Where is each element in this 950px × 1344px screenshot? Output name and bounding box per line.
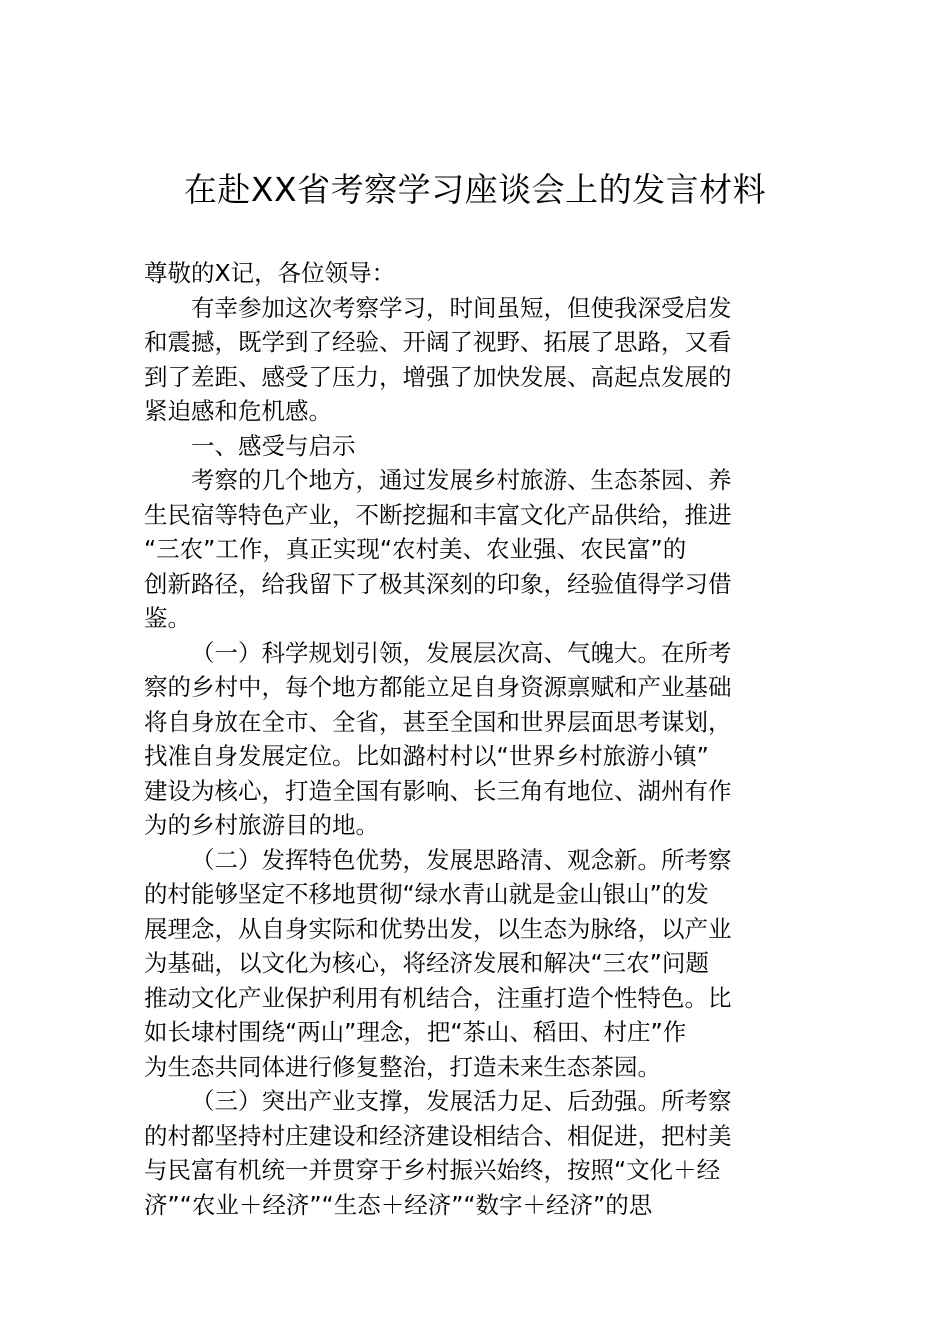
paragraph-line: 推动文化产业保护利用有机结合，注重打造个性特色。比 <box>144 983 732 1012</box>
subsection-line: （二）发挥特色优势，发展思路清、观念新。所考察 <box>191 845 732 874</box>
subsection-line: （一）科学规划引领，发展层次高、气魄大。在所考 <box>191 638 732 667</box>
paragraph-line: 为的乡村旅游目的地。 <box>144 811 379 839</box>
paragraph-line: 为基础，以文化为核心，将经济发展和解决“三农”问题 <box>144 949 709 977</box>
paragraph-line: 鉴。 <box>144 604 191 632</box>
paragraph-line: “三农”工作，真正实现“农村美、农业强、农民富”的 <box>144 535 687 563</box>
paragraph-line: 与民富有机统一并贯穿于乡村振兴始终，按照“文化＋经 <box>144 1156 721 1184</box>
paragraph-line: 为生态共同体进行修复整治，打造未来生态茶园。 <box>144 1052 661 1081</box>
subsection-line: （三）突出产业支撑，发展活力足、后劲强。所考察 <box>191 1087 732 1115</box>
salutation-line: 尊敬的X记，各位领导： <box>144 259 396 287</box>
paragraph-line: 紧迫感和危机感。 <box>144 397 332 425</box>
paragraph-line: 如长埭村围绕“两山”理念，把“茶山、稻田、村庄”作 <box>144 1018 687 1046</box>
paragraph-line: 到了差距、感受了压力，增强了加快发展、高起点发展的 <box>144 362 732 391</box>
paragraph-line: 建设为核心，打造全国有影响、长三角有地位、湖州有作 <box>144 776 732 805</box>
paragraph-line: 有幸参加这次考察学习，时间虽短，但使我深受启发 <box>191 293 732 322</box>
paragraph-line: 济”“农业＋经济”“生态＋经济”“数字＋经济”的思 <box>144 1190 653 1219</box>
document-body <box>144 256 808 1222</box>
paragraph-line: 的村都坚持村庄建设和经济建设相结合、相促进，把村美 <box>144 1121 732 1150</box>
paragraph-line: 找准自身发展定位。比如潞村村以“世界乡村旅游小镇” <box>144 742 709 770</box>
document-title: 在赴XX省考察学习座谈会上的发言材料 <box>183 170 767 209</box>
paragraph-line: 展理念，从自身实际和优势出发，以生态为脉络，以产业 <box>144 914 732 943</box>
paragraph-line: 将自身放在全市、全省，甚至全国和世界层面思考谋划， <box>144 707 732 736</box>
paragraph-line: 考察的几个地方，通过发展乡村旅游、生态茶园、养 <box>191 466 732 494</box>
paragraph-line: 的村能够坚定不移地贯彻“绿水青山就是金山银山”的发 <box>144 880 709 908</box>
paragraph-line: 生民宿等特色产业，不断挖掘和丰富文化产品供给，推进 <box>144 500 732 529</box>
paragraph-line: 创新路径，给我留下了极其深刻的印象，经验值得学习借 <box>144 569 732 598</box>
paragraph-line: 察的乡村中，每个地方都能立足自身资源禀赋和产业基础 <box>144 673 732 701</box>
paragraph-line: 和震撼，既学到了经验、开阔了视野、拓展了思路，又看 <box>144 328 732 356</box>
section-heading: 一、感受与启示 <box>191 431 356 460</box>
